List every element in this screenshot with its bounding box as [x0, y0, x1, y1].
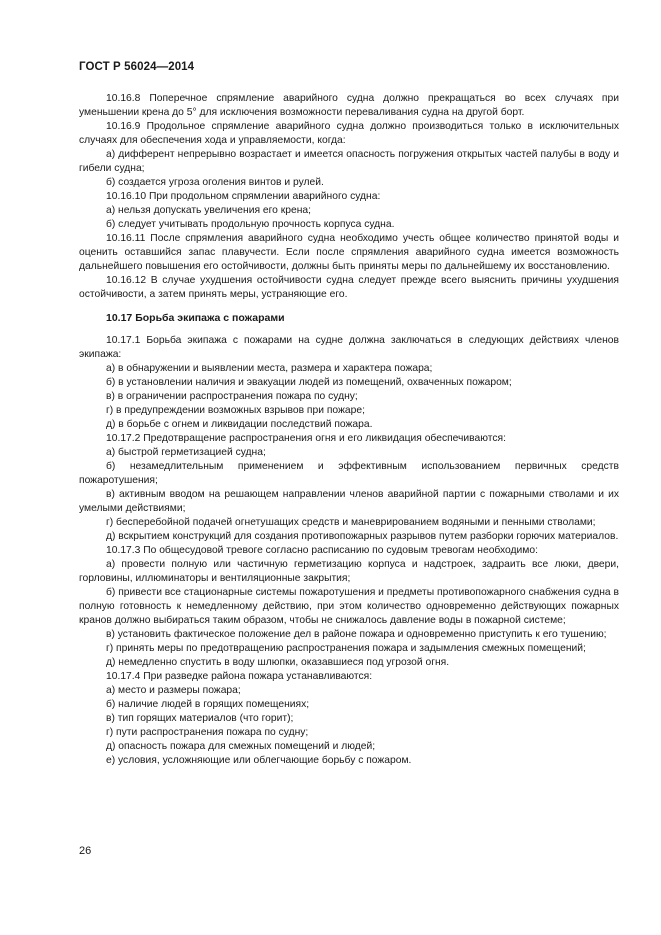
subsection-10-16-text: [79, 92, 619, 302]
list-item: г) принять меры по предотвращению распространения пожара и задымления смежных помещений;: [106, 643, 586, 654]
list-item: б) незамедлительным применением и эффективным использованием первичных средств пожаротушения;: [79, 461, 619, 486]
paragraph: 10.17.1 Борьба экипажа с пожарами на судне должна заключаться в следующих действиях членов экипажа:: [79, 335, 619, 360]
list-item: д) вскрытием конструкций для создания противопожарных разрывов путем разборки горючих материалов.: [106, 531, 619, 542]
list-item: а) место и размеры пожара;: [106, 685, 241, 696]
list-item: д) немедленно спустить в воду шлюпки, оказавшиеся под угрозой огня.: [106, 657, 450, 668]
list-item: в) тип горящих материалов (что горит);: [106, 713, 294, 724]
page-number: 26: [79, 845, 92, 857]
list-item: б) следует учитывать продольную прочность корпуса судна.: [106, 219, 395, 230]
paragraph: 10.16.8 Поперечное спрямление аварийного судна должно прекращаться во всех случаях при уменьшении крена до 5° для исключения возможности переваливания судна на другой борт.: [79, 93, 619, 118]
subsection-10-17-text: [79, 334, 619, 768]
paragraph: 10.17.2 Предотвращение распространения огня и его ликвидация обеспечиваются:: [106, 433, 506, 444]
list-item: а) провести полную или частичную герметизацию корпуса и надстроек, задраить все люки, двери, горловины, иллюминаторы и вентиляционные закрытия;: [79, 559, 619, 584]
list-item: д) опасность пожара для смежных помещений и людей;: [106, 741, 376, 752]
list-item: в) в ограничении распространения пожара по судну;: [106, 391, 358, 402]
list-item: а) нельзя допускать увеличения его крена;: [106, 205, 311, 216]
list-item: в) установить фактическое положение дел в районе пожара и одновременно приступить к его тушению;: [106, 629, 607, 640]
list-item: а) в обнаружении и выявлении места, размера и характера пожара;: [106, 363, 433, 374]
paragraph: 10.16.12 В случае ухудшения остойчивости судна следует прежде всего выяснить причины ухудшения остойчивости, а затем принять меры, устраняющие его.: [79, 275, 619, 300]
paragraph: 10.16.9 Продольное спрямление аварийного судна должно производиться только в исключительных случаях для обеспечения хода и управляемости, когда:: [79, 121, 619, 146]
list-item: а) дифферент непрерывно возрастает и имеется опасность погружения открытых частей палубы в воду и гибели судна;: [79, 149, 619, 174]
paragraph: 10.17.4 При разведке района пожара устанавливаются:: [106, 671, 373, 682]
list-item: б) привести все стационарные системы пожаротушения и предметы противопожарного снабжения судна в полную готовность к немедленному действию, при этом количество одновременно действующих пожарных кранов должно выбираться таким образом, чтобы не снижалось давление воды в пожарной системе;: [79, 587, 619, 626]
list-item: б) в установлении наличия и эвакуации людей из помещений, охваченных пожаром;: [106, 377, 512, 388]
paragraph: 10.16.10 При продольном спрямлении аварийного судна:: [106, 191, 381, 202]
paragraph: 10.16.11 После спрямления аварийного судна необходимо учесть общее количество принятой воды и оценить оставшийся запас плавучести. Если после спрямления аварийного судна имеется возможность дальнейшего повышения его остойчивости, должны быть приняты меры по дальнейшему их восстановлению.: [79, 233, 619, 272]
list-item: а) быстрой герметизацией судна;: [106, 447, 266, 458]
list-item: в) активным вводом на решающем направлении членов аварийной партии с пожарными стволами и их умелыми действиями;: [79, 489, 619, 514]
list-item: г) пути распространения пожара по судну;: [106, 727, 309, 738]
section-title-10-17: 10.17 Борьба экипажа с пожарами: [106, 312, 285, 324]
list-item: б) создается угроза оголения винтов и рулей.: [106, 177, 324, 188]
list-item: г) бесперебойной подачей огнетушащих средств и маневрированием водяными и пенными стволами;: [106, 517, 596, 528]
list-item: г) в предупреждении возможных взрывов при пожаре;: [106, 405, 365, 416]
paragraph: 10.17.3 По общесудовой тревоге согласно расписанию по судовым тревогам необходимо:: [106, 545, 538, 556]
list-item: е) условия, усложняющие или облегчающие борьбу с пожаром.: [106, 755, 412, 766]
document-body: [79, 92, 619, 768]
list-item: д) в борьбе с огнем и ликвидации последствий пожара.: [106, 419, 373, 430]
list-item: б) наличие людей в горящих помещениях;: [106, 699, 310, 710]
document-code-header: ГОСТ Р 56024—2014: [79, 61, 195, 73]
